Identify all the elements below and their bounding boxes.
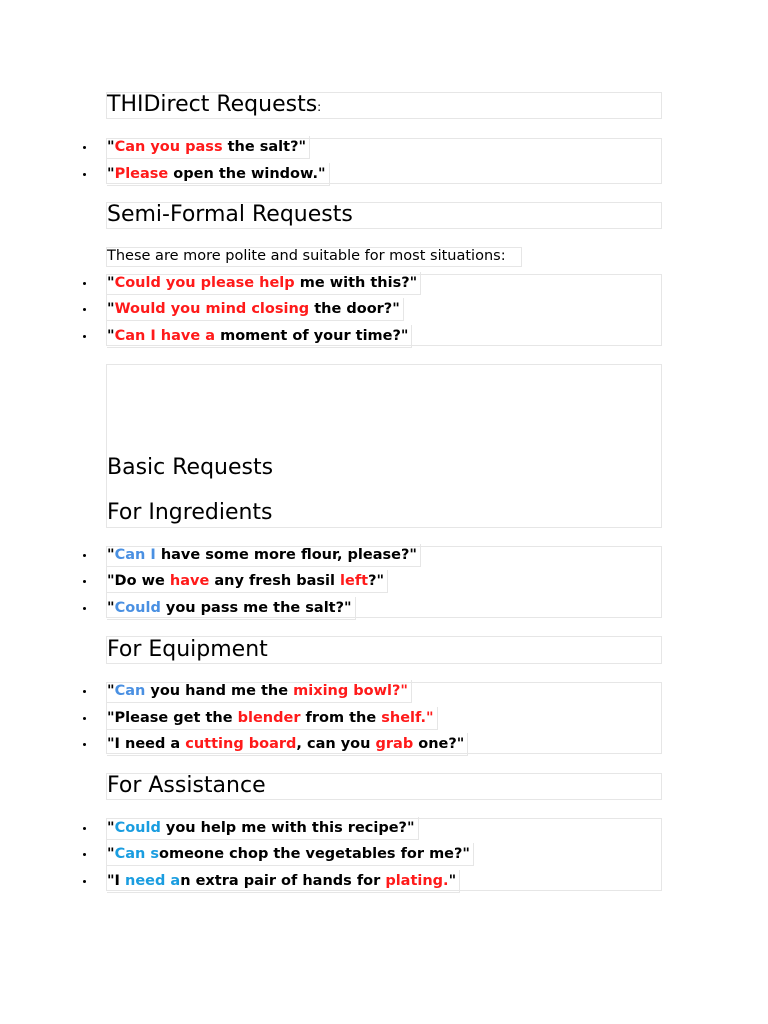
section-title-ingredients: For Ingredients xyxy=(107,500,273,525)
list-item: "Would you mind closing the door?" xyxy=(0,298,768,320)
list-item: "Can I have a moment of your time?" xyxy=(0,325,768,347)
list-item: "Can you pass the salt?" xyxy=(0,136,768,158)
list-item: "Could you please help me with this?" xyxy=(0,272,768,294)
list-item: "Do we have any fresh basil left?" xyxy=(0,570,768,592)
list-item: "Could you help me with this recipe?" xyxy=(0,817,768,839)
list-item: "I need an extra pair of hands for plating." xyxy=(0,870,768,892)
section-title-direct: THIDirect Requests: xyxy=(107,92,322,117)
section-title-semi-formal: Semi-Formal Requests xyxy=(107,202,353,227)
list-item: "Can someone chop the vegetables for me?" xyxy=(0,843,768,865)
list-item: "Please open the window." xyxy=(0,163,768,185)
list-item: "Can I have some more flour, please?" xyxy=(0,544,768,566)
section-title-basic: Basic Requests xyxy=(107,455,274,480)
list-item: "Please get the blender from the shelf." xyxy=(0,707,768,729)
list-item: "Can you hand me the mixing bowl?" xyxy=(0,680,768,702)
section-title-equipment: For Equipment xyxy=(107,637,268,662)
list-item: "I need a cutting board, can you grab one?" xyxy=(0,733,768,755)
section-description: These are more polite and suitable for most situations: xyxy=(107,248,506,264)
section-title-assistance: For Assistance xyxy=(107,773,266,798)
list-item: "Could you pass me the salt?" xyxy=(0,597,768,619)
